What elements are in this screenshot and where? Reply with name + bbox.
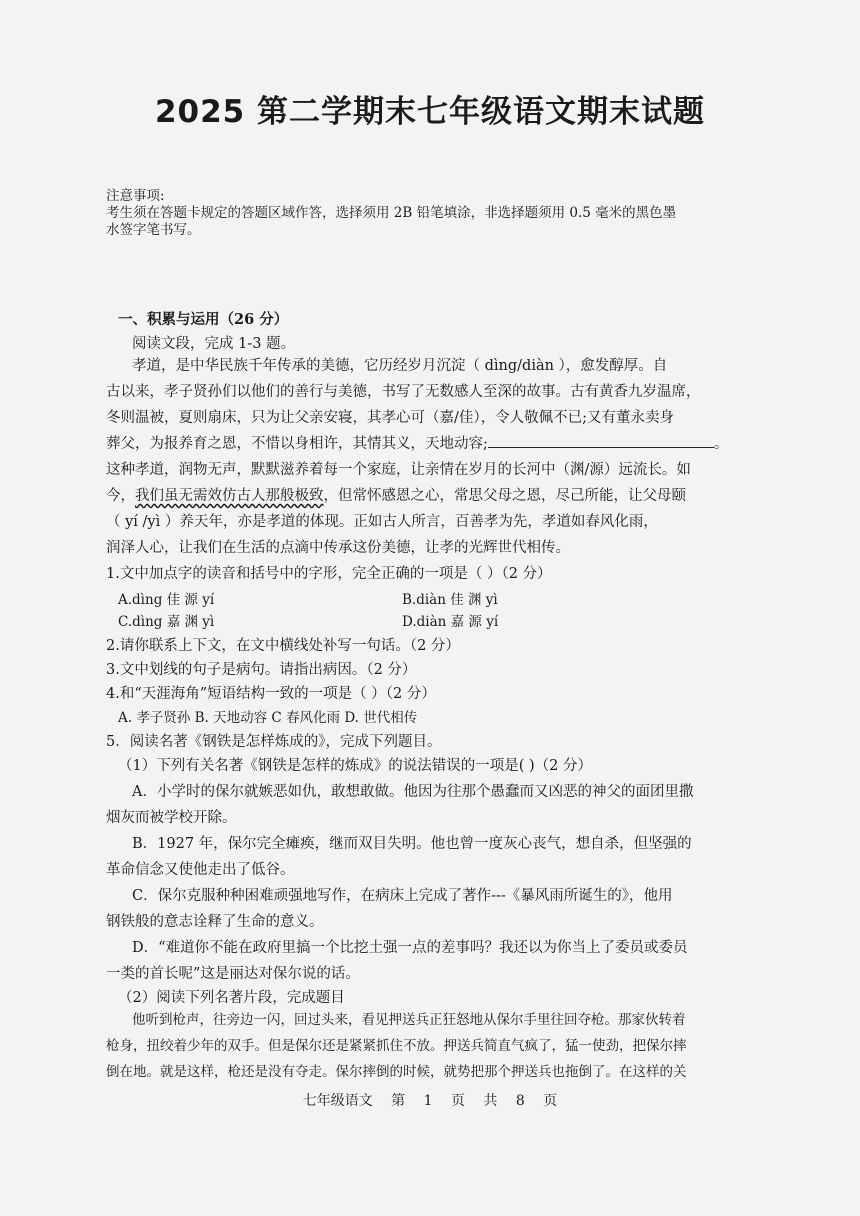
notice-text: 水签字笔书写。 bbox=[106, 222, 201, 238]
option-d: D.diàn 嘉 源 yí bbox=[402, 614, 499, 630]
passage-line: 润泽人心，让我们在生活的点滴中传承这份美德，让孝的光辉世代相传。 bbox=[106, 540, 570, 556]
choice-c: C．保尔克服种种困难顽强地写作，在病床上完成了著作---《暴风雨所诞生的》，他用 bbox=[132, 888, 673, 904]
passage-text: 。 bbox=[713, 436, 729, 452]
notice-text: 考生须在答题卡规定的答题区域作答，选择须用 2B 铅笔填涂，非选择题须用 0.5 毫米的黑色墨 bbox=[106, 205, 677, 221]
passage-text: 葬父，为报养育之恩，不惜以身相许，其情其义，天地动容; bbox=[106, 436, 488, 452]
notice-heading: 注意事项: bbox=[106, 188, 165, 204]
question-2: 2.请你联系上下文，在文中横线处补写一句话。（2 分） bbox=[106, 638, 460, 654]
option-a: A.dìng 佳 源 yí bbox=[118, 592, 215, 608]
question-5-2: （2）阅读下列名著片段，完成题目 bbox=[118, 990, 345, 1006]
passage-line: 孝道，是中华民族千年传承的美德，它历经岁月沉淀（ dìng/diàn ），愈发醇厚。自 bbox=[132, 358, 668, 374]
excerpt-line: 他听到枪声，往旁边一闪，回过头来，看见押送兵正狂怒地从保尔手里往回夺枪。那家伙转着 bbox=[132, 1012, 686, 1028]
choice-c-cont: 钢铁般的意志诠释了生命的意义。 bbox=[106, 914, 324, 930]
page-footer: 七年级语文 第 1 页 共 8 页 bbox=[302, 1093, 558, 1109]
passage-line: 古以来，孝子贤孙们以他们的善行与美德，书写了无数感人至深的故事。古有黄香九岁温席， bbox=[106, 384, 701, 400]
choice-d: D．“难道你不能在政府里搞一个比挖土强一点的差事吗？我还以为你当上了委员或委员 bbox=[132, 940, 688, 956]
passage-line bbox=[106, 484, 760, 505]
question-4: 4.和“天涯海角”短语结构一致的一项是（ ）（2 分） bbox=[106, 686, 436, 702]
passage-line: （ yí /yì ）养天年，亦是孝道的体现。正如古人所言，百善孝为先，孝道如春风化雨， bbox=[106, 514, 658, 530]
question-5: 5．阅读名著《钢铁是怎样炼成的》，完成下列题目。 bbox=[106, 734, 442, 750]
question-4-options: A. 孝子贤孙 B. 天地动容 C 春风化雨 D. 世代相传 bbox=[118, 710, 418, 726]
underlined-sentence: 我们虽无需效仿古人那般极致 bbox=[135, 488, 324, 504]
excerpt-line: 倒在地。就是这样，枪还是没有夺走。保尔摔倒的时候，就势把那个押送兵也拖倒了。在这样的关 bbox=[106, 1064, 687, 1080]
choice-a-cont: 烟灰而被学校开除。 bbox=[106, 810, 237, 826]
option-b: B.diàn 佳 渊 yì bbox=[402, 592, 498, 608]
question-5-1: （1）下列有关名著《钢铁是怎样的炼成》的说法错误的一项是( )（2 分） bbox=[118, 758, 592, 774]
question-1: 1.文中加点字的读音和括号中的字形，完全正确的一项是（ ）（2 分） bbox=[106, 566, 552, 582]
choice-b-cont: 革命信念又使他走出了低谷。 bbox=[106, 862, 295, 878]
passage-line: 这种孝道，润物无声，默默滋养着每一个家庭，让亲情在岁月的长河中（渊/源）远流长。如 bbox=[106, 462, 691, 478]
option-c: C.dìng 嘉 渊 yì bbox=[118, 614, 215, 630]
choice-b: B．1927 年，保尔完全瘫痪，继而双目失明。他也曾一度灰心丧气，想自杀，但坚强的 bbox=[132, 836, 692, 852]
section-heading: 一、积累与运用（26 分） bbox=[118, 311, 289, 328]
question-3: 3.文中划线的句子是病句。请指出病因。（2 分） bbox=[106, 662, 417, 678]
choice-d-cont: 一类的首长呢”这是丽达对保尔说的话。 bbox=[106, 966, 360, 982]
page-title: 2025 第二学期末七年级语文期末试题 bbox=[154, 94, 706, 130]
reading-intro: 阅读文段，完成 1-3 题。 bbox=[132, 336, 296, 352]
fill-blank bbox=[488, 433, 714, 448]
passage-line: 冬则温被，夏则扇床，只为让父亲安寝，其孝心可（嘉/佳），令人敬佩不已;又有董永卖身 bbox=[106, 410, 675, 426]
passage-text: ，但常怀感恩之心，常思父母之恩，尽己所能，让父母颐 bbox=[323, 488, 686, 504]
passage-text: 今， bbox=[106, 488, 135, 504]
notice-block bbox=[106, 188, 766, 239]
excerpt-line: 枪身，扭绞着少年的双手。但是保尔还是紧紧抓住不放。押送兵简直气疯了，猛一使劲，把保尔摔 bbox=[106, 1038, 687, 1054]
passage-line bbox=[106, 432, 760, 453]
choice-a: A．小学时的保尔就嫉恶如仇，敢想敢做。他因为往那个愚蠢而又凶恶的神父的面团里撒 bbox=[132, 784, 694, 800]
